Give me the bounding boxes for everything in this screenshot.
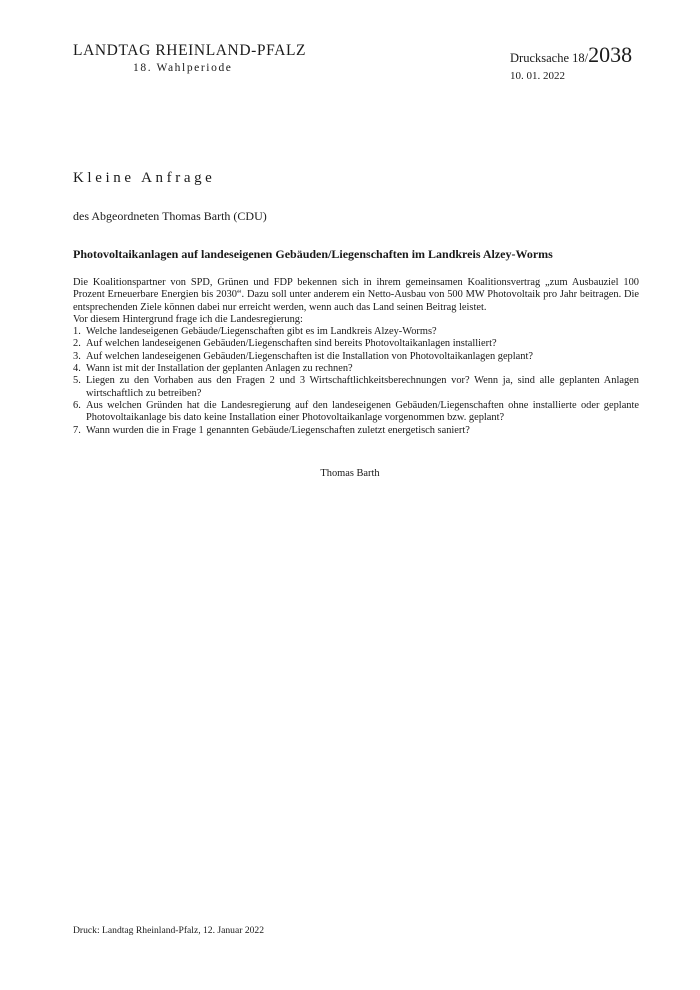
parliament-name: LANDTAG RHEINLAND-PFALZ (73, 42, 307, 59)
question-item (73, 351, 639, 363)
document-type: Kleine Anfrage (73, 170, 216, 186)
question-list (73, 326, 639, 437)
signature: Thomas Barth (320, 468, 380, 479)
print-footer: Druck: Landtag Rheinland-Pfalz, 12. Januar 2022 (73, 925, 265, 936)
question-item (73, 338, 639, 350)
question-number: 5. (73, 375, 81, 387)
document-body (73, 277, 639, 437)
intro-paragraph: Die Koalitionspartner von SPD, Grünen und FDP bekennen sich in ihrem gemeinsamen Koalitionsvertrag „zum Ausbauziel 100 Prozent Erneuerbare Energien bis 2030“. Dazu soll unter anderem ein Netto-Ausbau von 500 MW Photovoltaik pro Jahr beitragen. Die entsprechenden Ziele können dabei nur erreicht werden, wenn auch das Land seinen Beitrag leistet. (73, 277, 639, 313)
question-text: Wann ist mit der Installation der geplanten Anlagen zu rechnen? (86, 363, 353, 375)
drucksache-line (510, 43, 680, 70)
question-number: 3. (73, 350, 81, 362)
question-text: Welche landeseigenen Gebäude/Liegenschaften gibt es im Landkreis Alzey-Worms? (86, 326, 437, 338)
drucksache-number: 2038 (588, 42, 633, 67)
question-item (73, 400, 639, 425)
question-text: Auf welchen landeseigenen Gebäuden/Liegenschaften sind bereits Photovoltaikanlagen installiert? (86, 338, 497, 350)
letterhead (73, 42, 313, 76)
electoral-period: 18. Wahlperiode (133, 62, 233, 74)
question-number: 7. (73, 424, 81, 436)
question-number: 2. (73, 338, 81, 350)
document-reference (510, 43, 680, 83)
question-text: Wann wurden die in Frage 1 genannten Gebäude/Liegenschaften zuletzt energetisch saniert? (86, 424, 470, 436)
author-line: des Abgeordneten Thomas Barth (CDU) (73, 209, 267, 223)
question-text: Liegen zu den Vorhaben aus den Fragen 2 und 3 Wirtschaftlichkeitsberechnungen vor? Wenn ja, sind alle geplanten Anlagen wirtschaftlich zu betreiben? (86, 375, 639, 399)
question-item (73, 425, 639, 437)
question-number: 6. (73, 399, 81, 411)
lead-sentence: Vor diesem Hintergrund frage ich die Landesregierung: (73, 313, 303, 325)
question-item (73, 363, 639, 375)
drucksache-label: Drucksache 18/ (510, 51, 589, 65)
document-subject: Photovoltaikanlagen auf landeseigenen Gebäuden/Liegenschaften im Landkreis Alzey-Worms (73, 247, 553, 261)
question-item (73, 375, 639, 400)
question-text: Auf welchen landeseigenen Gebäuden/Liegenschaften ist die Installation von Photovoltaikanlagen geplant? (86, 350, 533, 362)
document-date: 10. 01. 2022 (510, 70, 565, 82)
question-text: Aus welchen Gründen hat die Landesregierung auf den landeseigenen Gebäuden/Liegenschaften ohne installierte oder geplante Photovoltaikanlage bis dato keine Installation einer Photovoltaikanlage vorgenommen bzw. geplant? (86, 399, 639, 424)
question-number: 1. (73, 326, 81, 338)
question-item (73, 326, 639, 338)
question-number: 4. (73, 363, 81, 375)
